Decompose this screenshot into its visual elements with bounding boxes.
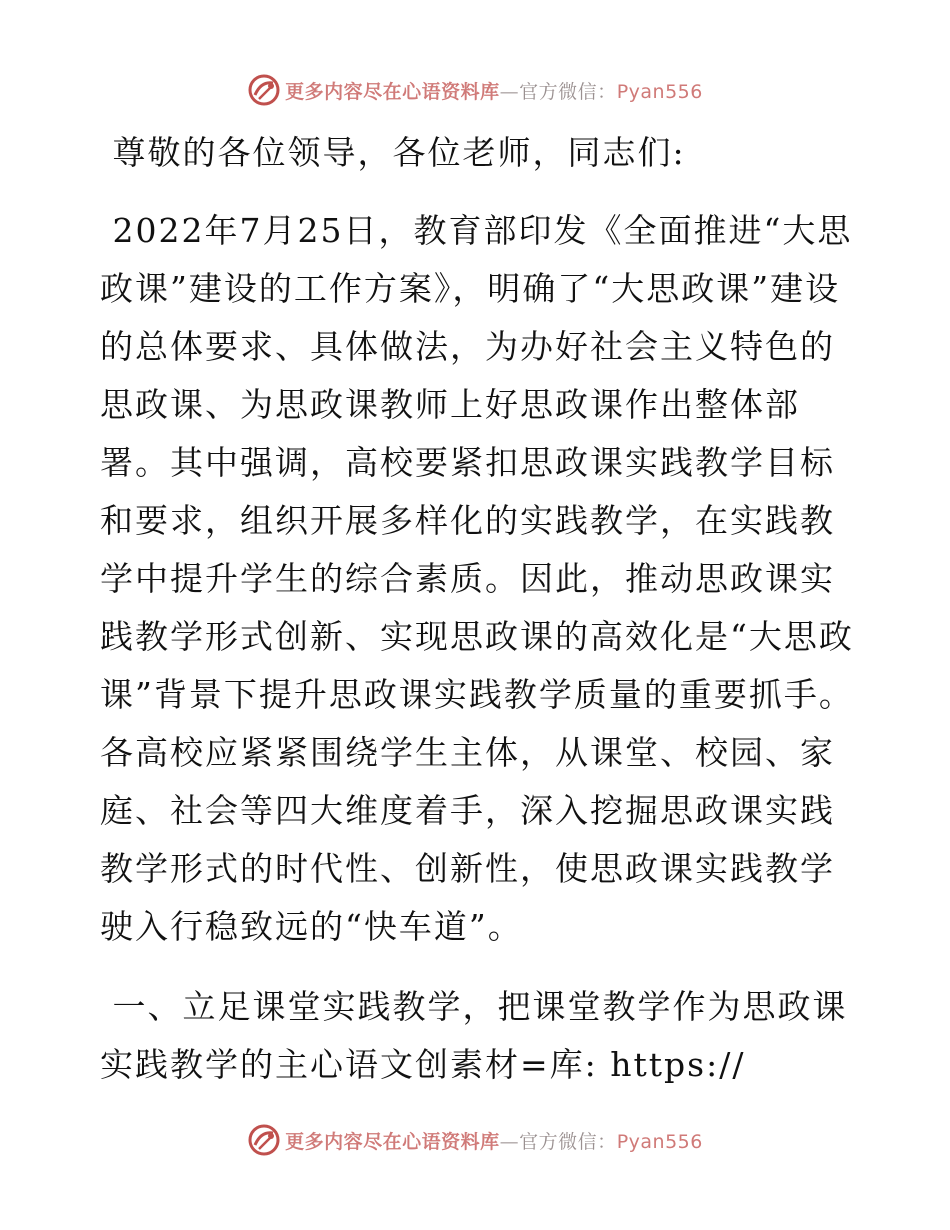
footer-watermark — [0, 1120, 950, 1160]
watermark-main-text: 更多内容尽在心语资料库 — [285, 1130, 500, 1153]
watermark-dash: — — [499, 1130, 520, 1153]
greeting-line: 尊敬的各位领导，各位老师，同志们: — [100, 133, 686, 172]
watermark-logo-icon — [247, 73, 281, 107]
watermark-dash: — — [499, 80, 520, 103]
watermark-text — [285, 77, 703, 104]
watermark-wechat-id: Pyan556 — [616, 1130, 703, 1153]
section-heading: 一、立足课堂实践教学，把课堂教学作为思政课实践教学的主心语文创素材=库: https:// — [100, 987, 848, 1084]
watermark-official-label: 官方微信： — [519, 1130, 617, 1153]
watermark-logo-icon — [247, 1123, 281, 1157]
watermark-official-label: 官方微信： — [519, 80, 617, 103]
watermark-main-text: 更多内容尽在心语资料库 — [285, 80, 500, 103]
watermark-wechat-id: Pyan556 — [616, 80, 703, 103]
body-paragraph: 2022年7月25日，教育部印发《全面推进“大思政课”建设的工作方案》，明确了“大思政课”建设的总体要求、具体做法，为办好社会主义特色的思政课、为思政课教师上好思政课作出整体部署。其中强调，高校要紧扣思政课实践教学目标和要求，组织开展多样化的实践教学，在实践教学中提升学生的综合素质。因此，推动思政课实践教学形式创新、实现思政课的高效化是“大思政课”背景下提升思政课实践教学质量的重要抓手。各高校应紧紧围绕学生主体，从课堂、校园、家庭、社会等四大维度着手，深入挖掘思政课实践教学形式的时代性、创新性，使思政课实践教学驶入行稳致远的“快车道”。 — [100, 211, 854, 946]
document-body — [100, 120, 860, 1094]
header-watermark — [0, 70, 950, 110]
watermark-text — [285, 1127, 703, 1154]
